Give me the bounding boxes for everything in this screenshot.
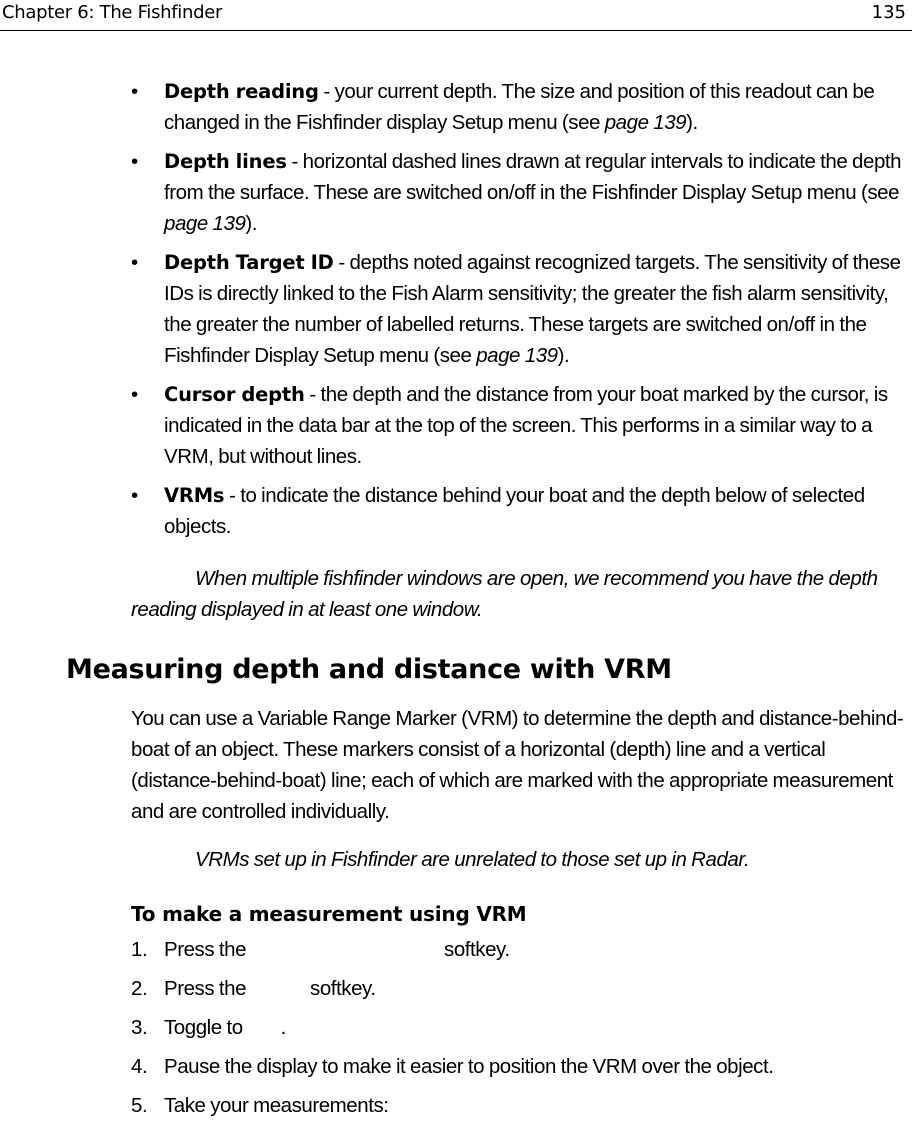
page-reference-link[interactable]: page 139 [604,111,687,134]
step-text-end: . [280,1016,286,1039]
step-text-end: softkey. [310,977,376,1000]
item-term: Depth lines [164,150,287,173]
item-text-end: ). [557,344,570,367]
page-header [0,0,912,31]
section-note: VRMs set up in Fishfinder are unrelated to those set up in Radar. [195,848,750,871]
step-text: Press the [164,938,247,961]
step-text-end: softkey. [444,938,510,961]
procedure-steps [0,934,912,1129]
item-term: Depth Target ID [164,251,334,274]
step-number: 2. [131,977,148,1000]
page-reference-link[interactable]: page 139 [476,344,558,367]
item-text-end: ). [245,212,258,235]
step-text: Pause the display to make it easier to position the VRM over the object. [164,1055,774,1078]
step-item [0,973,912,1012]
page-reference-link[interactable]: page 139 [164,212,246,235]
step-item [0,934,912,973]
item-text: - depths noted against recognized targets. The sensitivity of these IDs is directly linked to the Fish Alarm sensitivity; the greater the fish alarm sensitivity, the greater the number of labelled returns. These targets are switched on/off in the Fishfinder Display Setup menu (see [164,251,901,367]
item-term: Depth reading [164,80,319,103]
list-item [0,76,912,138]
item-term: Cursor depth [164,383,305,406]
page-number: 135 [871,2,906,23]
list-item [0,247,912,371]
bullet-icon: • [131,80,138,103]
section-heading: Measuring depth and distance with VRM [66,654,672,685]
section-body: You can use a Variable Range Marker (VRM) to determine the depth and distance-behind-boat of an object. These markers consist of a horizontal (depth) line and a vertical (distance-behind-boat) line; each of which are marked with the appropriate measurement and are controlled individually. [131,707,904,823]
feature-list [0,76,912,550]
item-text: - horizontal dashed lines drawn at regular intervals to indicate the depth from the surface. These are switched on/off in the Fishfinder Display Setup menu (see [164,150,902,204]
chapter-title: Chapter 6: The Fishfinder [2,2,223,23]
step-number: 3. [131,1016,148,1039]
item-term: VRMs [164,484,225,507]
procedure-heading: To make a measurement using VRM [131,902,527,926]
item-text: - the depth and the distance from your boat marked by the cursor, is indicated in the data bar at the top of the screen. This performs in a similar way to a VRM, but without lines. [164,383,888,468]
item-text: - to indicate the distance behind your boat and the depth below of selected objects. [164,484,865,538]
list-item [0,480,912,542]
list-item [0,146,912,239]
bullet-icon: • [131,484,138,507]
bullet-icon: • [131,150,138,173]
step-text: Press the [164,977,247,1000]
step-number: 4. [131,1055,148,1078]
step-number: 5. [131,1094,148,1117]
note-text: When multiple fishfinder windows are open, we recommend you have the depth reading displayed in at least one window. [131,567,878,621]
step-item [0,1051,912,1090]
item-text-end: ). [686,111,698,134]
list-item [0,379,912,472]
bullet-icon: • [131,251,138,274]
step-text: Toggle to [164,1016,243,1039]
step-item [0,1090,912,1129]
item-text: - your current depth. The size and position of this readout can be changed in the Fishfinder display Setup menu (see [164,80,875,134]
step-item [0,1012,912,1051]
step-number: 1. [131,938,148,961]
step-text: Take your measurements: [164,1094,389,1117]
bullet-icon: • [131,383,138,406]
